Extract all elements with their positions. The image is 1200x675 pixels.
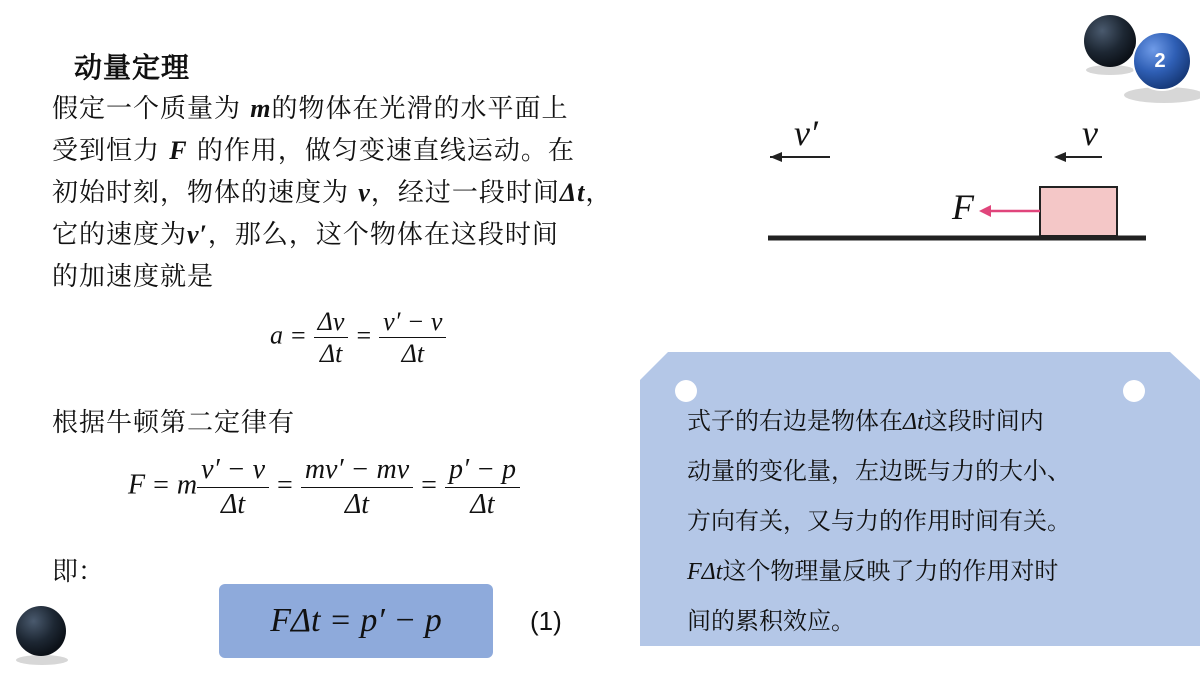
fraction <box>301 453 413 521</box>
intro-text: 它的速度为 <box>52 220 188 250</box>
equals-sign: = <box>153 469 169 501</box>
force-equation <box>128 453 520 521</box>
intro-text: ，经过一段时间 <box>370 178 560 208</box>
impulse-equation: FΔt = p′ − p <box>270 602 442 639</box>
fraction-denominator: Δt <box>220 488 246 520</box>
block <box>1040 187 1117 236</box>
v-label: v <box>1082 113 1098 153</box>
note-segment: 这个物理量反映了力的作用对时 <box>722 557 1059 585</box>
intro-text: 的物体在光滑的水平面上 <box>271 94 569 124</box>
fraction-numerator: v′ − v <box>379 306 446 338</box>
intro-text: 初始时刻，物体的速度为 <box>52 178 359 208</box>
diagram-drawing <box>760 110 1160 260</box>
note-line-5 <box>687 596 1157 646</box>
note-line-4 <box>687 546 1157 596</box>
therefore-label: 即： <box>52 557 105 587</box>
decorative-ball-bottom-left <box>12 604 72 670</box>
fraction-denominator: Δt <box>401 339 425 369</box>
intro-line-2 <box>52 130 692 172</box>
intro-line-3 <box>52 172 692 214</box>
arrow-head-icon <box>979 205 991 217</box>
fraction-denominator: Δt <box>470 488 495 520</box>
fraction-denominator: Δt <box>344 488 370 520</box>
equation-number: (1) <box>530 606 562 636</box>
fraction-numerator: v′ − v <box>197 453 269 488</box>
equals-sign: = <box>356 320 372 350</box>
note-card <box>640 352 1200 646</box>
equals-sign: = <box>421 469 437 501</box>
intro-text: 假定一个质量为 <box>52 94 251 124</box>
intro-line-5 <box>52 256 692 298</box>
eq-lhs: a <box>270 320 283 350</box>
physics-diagram <box>760 110 1160 260</box>
arrow-head-icon <box>1054 152 1066 162</box>
force-label: F <box>952 187 974 227</box>
fraction <box>314 306 349 369</box>
dark-ball-icon <box>1084 15 1136 67</box>
equals-sign: = <box>277 469 293 501</box>
intro-line-1 <box>52 88 692 130</box>
intro-text: ，那么，这个物体在这段时间 <box>207 220 559 250</box>
note-segment: 这段时间内 <box>923 407 1044 435</box>
delta-t-symbol: Δt <box>559 178 586 207</box>
mass-factor: m <box>176 469 198 501</box>
velocity-prime-symbol: v′ <box>187 220 208 249</box>
note-line-1 <box>687 396 1157 446</box>
velocity-symbol: v <box>358 178 371 207</box>
note-segment: 方向有关，又与力的作用时间有关。 <box>687 507 1071 535</box>
fraction-numerator: mv′ − mv <box>301 453 413 488</box>
acceleration-equation <box>270 306 446 369</box>
arrow-head-icon <box>770 152 782 162</box>
impulse-equation-box <box>219 584 493 658</box>
page-number-badge: 2 <box>1154 49 1166 72</box>
note-segment: 间的累积效应。 <box>687 607 855 635</box>
force-symbol: F <box>169 136 188 165</box>
dark-ball-icon <box>16 606 66 656</box>
fraction-denominator: Δt <box>319 339 343 369</box>
delta-t-symbol: Δt <box>903 409 924 435</box>
intro-paragraph <box>52 88 692 298</box>
fraction <box>197 453 269 521</box>
fraction <box>379 306 446 369</box>
intro-text: 的加速度就是 <box>52 262 215 292</box>
note-line-2 <box>687 446 1157 496</box>
fraction <box>445 453 520 521</box>
note-segment: 式子的右边是物体在 <box>687 407 903 435</box>
intro-text: 受到恒力 <box>52 136 170 166</box>
impulse-symbol: FΔt <box>687 559 723 585</box>
intro-text: 的作用，做匀变速直线运动。在 <box>187 136 575 166</box>
note-text <box>687 396 1157 646</box>
eq-lhs: F <box>128 469 146 501</box>
v-prime-label: v′ <box>794 113 818 153</box>
fraction-numerator: Δv <box>314 306 349 338</box>
mass-symbol: m <box>250 94 272 123</box>
newton-law-label: 根据牛顿第二定律有 <box>52 408 296 438</box>
intro-line-4 <box>52 214 692 256</box>
note-line-3 <box>687 496 1157 546</box>
slide-title: 动量定理 <box>74 51 191 84</box>
fraction-numerator: p′ − p <box>445 453 520 488</box>
equals-sign: = <box>291 320 306 350</box>
note-segment: 动量的变化量，左边既与力的大小、 <box>687 457 1071 485</box>
intro-text: ， <box>585 178 613 208</box>
